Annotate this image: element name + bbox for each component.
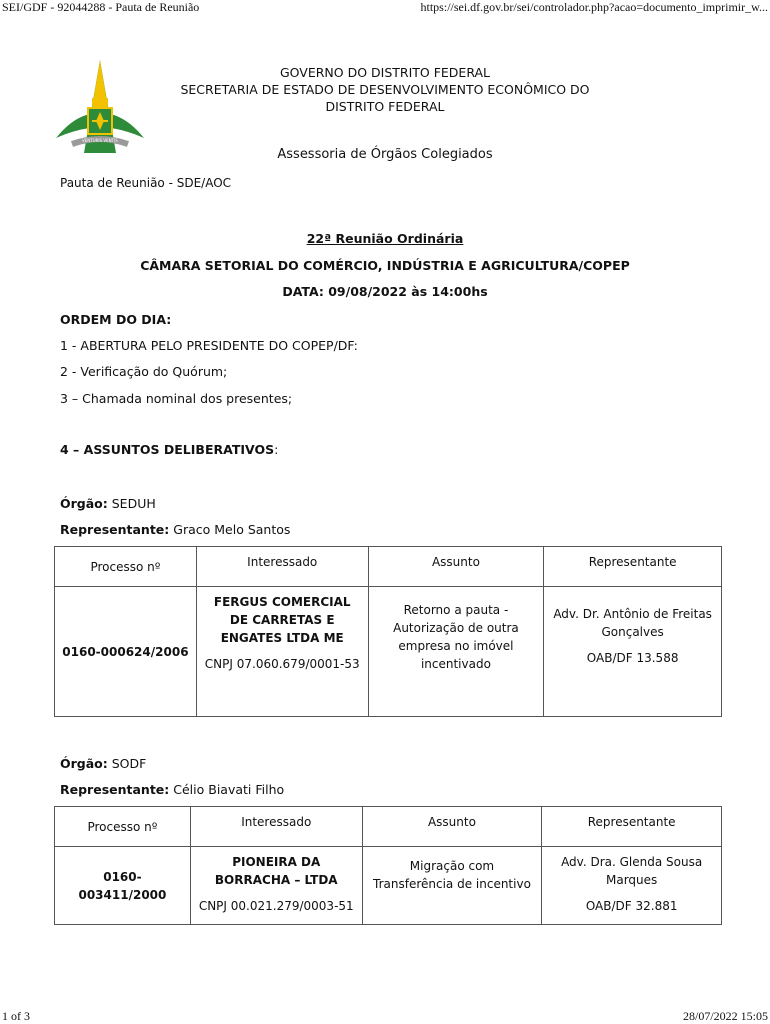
table-row bbox=[55, 847, 722, 925]
agenda-item-4 bbox=[60, 442, 278, 457]
agenda-item-1: 1 - ABERTURA PELO PRESIDENTE DO COPEP/DF: bbox=[60, 338, 358, 353]
section-2-orgao bbox=[60, 756, 146, 771]
header-interessado: Interessado bbox=[196, 547, 368, 587]
table-row bbox=[55, 587, 722, 717]
interessado-nome: FERGUS COMERCIAL DE CARRETAS E ENGATES LTDA ME bbox=[213, 595, 351, 645]
header-representante: Representante bbox=[544, 547, 722, 587]
cell-assunto: Migração com Transferência de incentivo bbox=[362, 847, 542, 925]
cell-representante bbox=[544, 587, 722, 717]
header-representante: Representante bbox=[542, 807, 722, 847]
header-assunto: Assunto bbox=[368, 547, 544, 587]
agenda-item-4-text: 4 – ASSUNTOS DELIBERATIVOS bbox=[60, 442, 275, 457]
meeting-title bbox=[0, 231, 770, 246]
representante-nome: Adv. Dra. Glenda Sousa Marques bbox=[561, 855, 703, 887]
secretariat-line2: DISTRITO FEDERAL bbox=[325, 99, 445, 114]
header-interessado: Interessado bbox=[190, 807, 362, 847]
orgao-label: Órgão: bbox=[60, 496, 108, 511]
section-2-representante bbox=[60, 782, 284, 797]
cell-processo: 0160-003411/2000 bbox=[55, 847, 191, 925]
office-name: Assessoria de Órgãos Colegiados bbox=[277, 147, 493, 162]
cell-assunto: Retorno a pauta - Autorização de outra empresa no imóvel incentivado bbox=[368, 587, 544, 717]
representante-oab: OAB/DF 32.881 bbox=[585, 899, 678, 913]
representante-label: Representante: bbox=[60, 782, 170, 797]
print-header-title: SEI/GDF - 92044288 - Pauta de Reunião bbox=[2, 0, 200, 14]
cell-processo: 0160-000624/2006 bbox=[55, 587, 197, 717]
interessado-nome: PIONEIRA DA BORRACHA – LTDA bbox=[214, 855, 338, 887]
orgao-value: SODF bbox=[111, 756, 147, 771]
representante-nome: Adv. Dr. Antônio de Freitas Gonçalves bbox=[553, 607, 712, 639]
orgao-value: SEDUH bbox=[111, 496, 156, 511]
process-table-2 bbox=[54, 806, 722, 925]
table-header-row bbox=[55, 547, 722, 587]
agenda-heading: ORDEM DO DIA: bbox=[60, 312, 172, 327]
page-number: 1 of 3 bbox=[2, 1009, 30, 1023]
chamber-name: CÂMARA SETORIAL DO COMÉRCIO, INDÚSTRIA E AGRICULTURA/COPEP bbox=[140, 258, 630, 273]
representante-label: Representante: bbox=[60, 522, 170, 537]
agenda-item-2: 2 - Verificação do Quórum; bbox=[60, 364, 228, 379]
section-1-orgao bbox=[60, 496, 156, 511]
representante-value: Célio Biavati Filho bbox=[173, 782, 285, 797]
section-1-representante bbox=[60, 522, 290, 537]
header-processo: Processo nº bbox=[55, 547, 197, 587]
meeting-title-text: 22ª Reunião Ordinária bbox=[306, 231, 464, 246]
letterhead bbox=[0, 64, 770, 115]
document-type: Pauta de Reunião - SDE/AOC bbox=[60, 176, 232, 190]
orgao-label: Órgão: bbox=[60, 756, 108, 771]
interessado-cnpj: CNPJ 07.060.679/0001-53 bbox=[204, 657, 360, 671]
meeting-date: DATA: 09/08/2022 às 14:00hs bbox=[282, 284, 488, 299]
cell-interessado bbox=[196, 587, 368, 717]
gov-name: GOVERNO DO DISTRITO FEDERAL bbox=[279, 65, 491, 80]
table-header-row bbox=[55, 807, 722, 847]
agenda-item-3: 3 – Chamada nominal dos presentes; bbox=[60, 391, 293, 406]
print-header-url: https://sei.df.gov.br/sei/controlador.php?acao=documento_imprimir_w... bbox=[420, 0, 768, 14]
interessado-cnpj: CNPJ 00.021.279/0003-51 bbox=[198, 899, 354, 913]
cell-representante bbox=[542, 847, 722, 925]
process-table-1 bbox=[54, 546, 722, 717]
cell-interessado bbox=[190, 847, 362, 925]
representante-oab: OAB/DF 13.588 bbox=[586, 651, 679, 665]
print-datetime: 28/07/2022 15:05 bbox=[682, 1009, 768, 1023]
representante-value: Graco Melo Santos bbox=[173, 522, 291, 537]
secretariat-line1: SECRETARIA DE ESTADO DE DESENVOLVIMENTO ECONÔMICO DO bbox=[180, 82, 590, 97]
agenda-item-4-colon: : bbox=[274, 442, 279, 457]
header-processo: Processo nº bbox=[55, 807, 191, 847]
logo-band-text: VENTURIS VENTIS bbox=[82, 138, 118, 143]
header-assunto: Assunto bbox=[362, 807, 542, 847]
